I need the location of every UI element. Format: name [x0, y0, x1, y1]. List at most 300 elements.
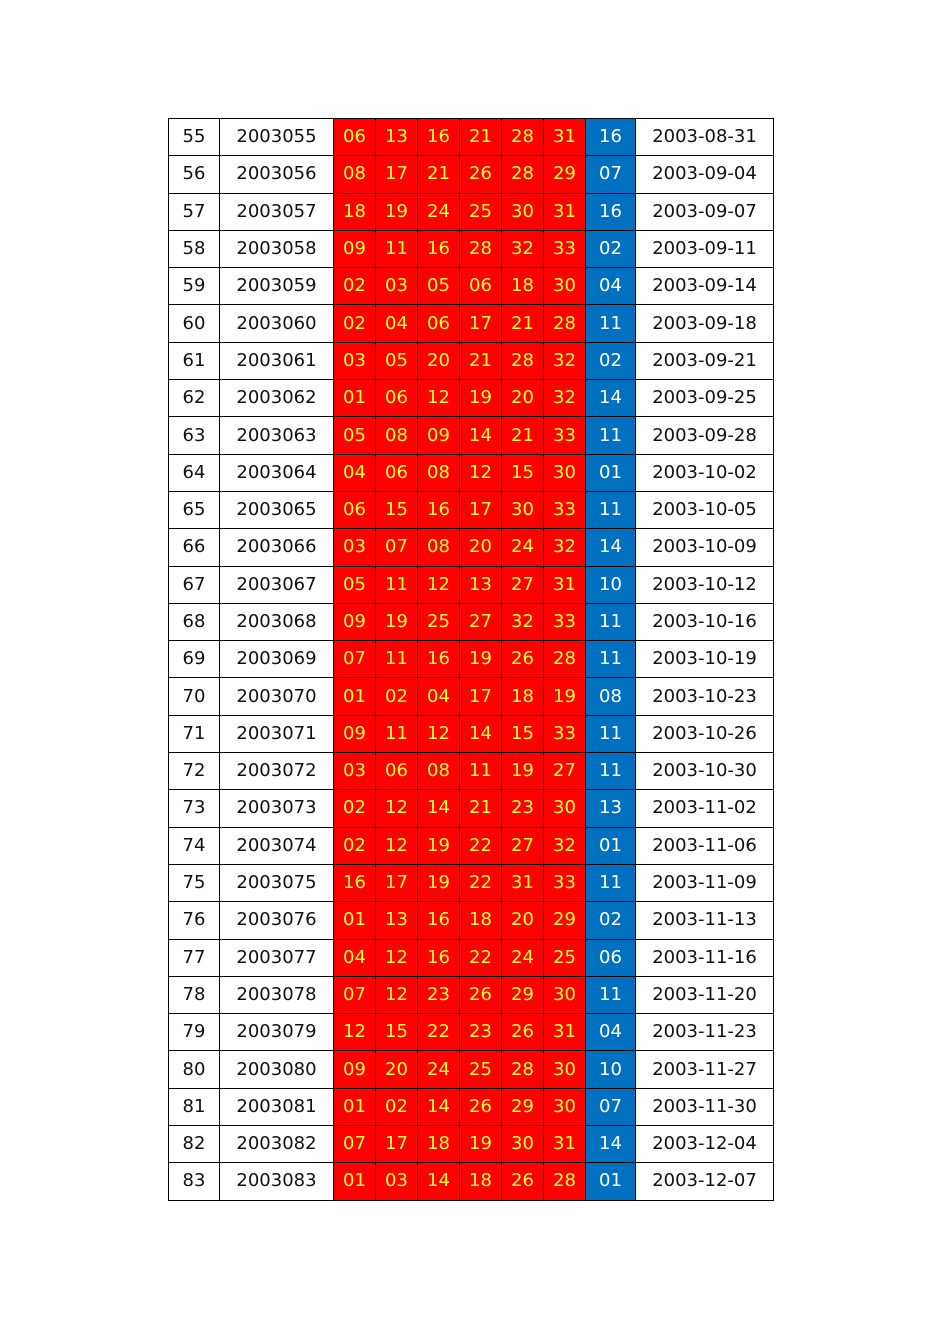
red-ball-cell: 04 — [376, 305, 418, 342]
table-row — [169, 1014, 774, 1051]
draw-date-cell: 2003-10-12 — [636, 566, 774, 603]
red-ball-cell: 06 — [376, 454, 418, 491]
red-ball-cell: 08 — [418, 529, 460, 566]
red-ball-cell: 14 — [418, 790, 460, 827]
red-ball-cell: 14 — [460, 715, 502, 752]
red-ball-cell: 02 — [334, 827, 376, 864]
red-ball-cell: 31 — [544, 566, 586, 603]
red-ball-cell: 33 — [544, 491, 586, 528]
issue-number-cell: 2003069 — [220, 641, 334, 678]
draw-date-cell: 2003-10-26 — [636, 715, 774, 752]
red-ball-cell: 11 — [376, 715, 418, 752]
draw-date-cell: 2003-09-04 — [636, 156, 774, 193]
red-ball-cell: 19 — [460, 380, 502, 417]
red-ball-cell: 06 — [376, 753, 418, 790]
blue-ball-cell: 04 — [586, 1014, 636, 1051]
red-ball-cell: 20 — [460, 529, 502, 566]
red-ball-cell: 19 — [418, 864, 460, 901]
red-ball-cell: 18 — [502, 678, 544, 715]
red-ball-cell: 16 — [334, 864, 376, 901]
red-ball-cell: 07 — [334, 1126, 376, 1163]
blue-ball-cell: 01 — [586, 827, 636, 864]
row-index-cell: 63 — [169, 417, 220, 454]
red-ball-cell: 11 — [376, 566, 418, 603]
table-row — [169, 902, 774, 939]
table-row — [169, 230, 774, 267]
red-ball-cell: 19 — [376, 603, 418, 640]
red-ball-cell: 20 — [502, 902, 544, 939]
red-ball-cell: 12 — [376, 976, 418, 1013]
red-ball-cell: 27 — [502, 566, 544, 603]
blue-ball-cell: 16 — [586, 119, 636, 156]
issue-number-cell: 2003062 — [220, 380, 334, 417]
blue-ball-cell: 13 — [586, 790, 636, 827]
draw-date-cell: 2003-11-16 — [636, 939, 774, 976]
red-ball-cell: 02 — [334, 268, 376, 305]
table-row — [169, 1163, 774, 1200]
red-ball-cell: 31 — [502, 864, 544, 901]
red-ball-cell: 02 — [334, 305, 376, 342]
red-ball-cell: 28 — [502, 119, 544, 156]
red-ball-cell: 11 — [376, 230, 418, 267]
blue-ball-cell: 04 — [586, 268, 636, 305]
red-ball-cell: 18 — [460, 902, 502, 939]
table-row — [169, 119, 774, 156]
draw-date-cell: 2003-09-07 — [636, 193, 774, 230]
red-ball-cell: 30 — [544, 1088, 586, 1125]
red-ball-cell: 23 — [502, 790, 544, 827]
table-row — [169, 641, 774, 678]
red-ball-cell: 26 — [502, 1014, 544, 1051]
red-ball-cell: 25 — [460, 1051, 502, 1088]
red-ball-cell: 28 — [502, 342, 544, 379]
table-row — [169, 193, 774, 230]
red-ball-cell: 32 — [502, 603, 544, 640]
red-ball-cell: 07 — [376, 529, 418, 566]
red-ball-cell: 19 — [460, 641, 502, 678]
blue-ball-cell: 11 — [586, 417, 636, 454]
red-ball-cell: 21 — [502, 417, 544, 454]
red-ball-cell: 09 — [334, 1051, 376, 1088]
red-ball-cell: 16 — [418, 902, 460, 939]
table-row — [169, 417, 774, 454]
blue-ball-cell: 11 — [586, 641, 636, 678]
red-ball-cell: 33 — [544, 603, 586, 640]
red-ball-cell: 04 — [334, 454, 376, 491]
blue-ball-cell: 11 — [586, 305, 636, 342]
red-ball-cell: 13 — [376, 902, 418, 939]
red-ball-cell: 02 — [376, 1088, 418, 1125]
issue-number-cell: 2003079 — [220, 1014, 334, 1051]
blue-ball-cell: 11 — [586, 753, 636, 790]
red-ball-cell: 31 — [544, 193, 586, 230]
table-row — [169, 305, 774, 342]
red-ball-cell: 22 — [460, 827, 502, 864]
row-index-cell: 76 — [169, 902, 220, 939]
row-index-cell: 66 — [169, 529, 220, 566]
red-ball-cell: 27 — [544, 753, 586, 790]
red-ball-cell: 33 — [544, 864, 586, 901]
issue-number-cell: 2003063 — [220, 417, 334, 454]
red-ball-cell: 03 — [376, 268, 418, 305]
issue-number-cell: 2003061 — [220, 342, 334, 379]
red-ball-cell: 23 — [418, 976, 460, 1013]
red-ball-cell: 06 — [376, 380, 418, 417]
red-ball-cell: 21 — [460, 790, 502, 827]
red-ball-cell: 04 — [334, 939, 376, 976]
red-ball-cell: 01 — [334, 678, 376, 715]
row-index-cell: 83 — [169, 1163, 220, 1200]
table-row — [169, 790, 774, 827]
red-ball-cell: 24 — [502, 939, 544, 976]
issue-number-cell: 2003081 — [220, 1088, 334, 1125]
red-ball-cell: 33 — [544, 417, 586, 454]
issue-number-cell: 2003066 — [220, 529, 334, 566]
draw-date-cell: 2003-10-05 — [636, 491, 774, 528]
issue-number-cell: 2003055 — [220, 119, 334, 156]
row-index-cell: 68 — [169, 603, 220, 640]
red-ball-cell: 17 — [460, 678, 502, 715]
red-ball-cell: 07 — [334, 976, 376, 1013]
red-ball-cell: 24 — [418, 193, 460, 230]
red-ball-cell: 01 — [334, 1163, 376, 1200]
row-index-cell: 64 — [169, 454, 220, 491]
red-ball-cell: 01 — [334, 902, 376, 939]
red-ball-cell: 14 — [418, 1088, 460, 1125]
red-ball-cell: 29 — [544, 156, 586, 193]
red-ball-cell: 15 — [376, 491, 418, 528]
red-ball-cell: 30 — [502, 491, 544, 528]
row-index-cell: 61 — [169, 342, 220, 379]
red-ball-cell: 31 — [544, 1014, 586, 1051]
row-index-cell: 67 — [169, 566, 220, 603]
draw-date-cell: 2003-10-30 — [636, 753, 774, 790]
red-ball-cell: 30 — [544, 454, 586, 491]
red-ball-cell: 24 — [502, 529, 544, 566]
red-ball-cell: 14 — [418, 1163, 460, 1200]
red-ball-cell: 12 — [418, 380, 460, 417]
blue-ball-cell: 02 — [586, 902, 636, 939]
blue-ball-cell: 10 — [586, 1051, 636, 1088]
red-ball-cell: 13 — [460, 566, 502, 603]
table-row — [169, 753, 774, 790]
table-row — [169, 491, 774, 528]
table-row — [169, 156, 774, 193]
red-ball-cell: 20 — [376, 1051, 418, 1088]
red-ball-cell: 27 — [460, 603, 502, 640]
red-ball-cell: 09 — [334, 715, 376, 752]
red-ball-cell: 20 — [502, 380, 544, 417]
table-row — [169, 603, 774, 640]
red-ball-cell: 08 — [334, 156, 376, 193]
row-index-cell: 73 — [169, 790, 220, 827]
table-row — [169, 454, 774, 491]
table-row — [169, 1088, 774, 1125]
red-ball-cell: 30 — [544, 976, 586, 1013]
red-ball-cell: 32 — [544, 827, 586, 864]
red-ball-cell: 05 — [334, 417, 376, 454]
issue-number-cell: 2003078 — [220, 976, 334, 1013]
table-row — [169, 976, 774, 1013]
draw-date-cell: 2003-10-09 — [636, 529, 774, 566]
row-index-cell: 71 — [169, 715, 220, 752]
red-ball-cell: 13 — [376, 119, 418, 156]
red-ball-cell: 33 — [544, 230, 586, 267]
issue-number-cell: 2003064 — [220, 454, 334, 491]
red-ball-cell: 12 — [418, 715, 460, 752]
red-ball-cell: 08 — [418, 753, 460, 790]
table-row — [169, 715, 774, 752]
red-ball-cell: 11 — [460, 753, 502, 790]
red-ball-cell: 27 — [502, 827, 544, 864]
red-ball-cell: 01 — [334, 380, 376, 417]
row-index-cell: 60 — [169, 305, 220, 342]
issue-number-cell: 2003060 — [220, 305, 334, 342]
draw-date-cell: 2003-11-27 — [636, 1051, 774, 1088]
blue-ball-cell: 14 — [586, 380, 636, 417]
red-ball-cell: 26 — [502, 641, 544, 678]
red-ball-cell: 32 — [544, 529, 586, 566]
red-ball-cell: 24 — [418, 1051, 460, 1088]
draw-date-cell: 2003-10-23 — [636, 678, 774, 715]
red-ball-cell: 30 — [544, 790, 586, 827]
row-index-cell: 81 — [169, 1088, 220, 1125]
blue-ball-cell: 11 — [586, 603, 636, 640]
blue-ball-cell: 07 — [586, 156, 636, 193]
table-row — [169, 939, 774, 976]
red-ball-cell: 21 — [418, 156, 460, 193]
red-ball-cell: 31 — [544, 1126, 586, 1163]
draw-date-cell: 2003-11-30 — [636, 1088, 774, 1125]
red-ball-cell: 07 — [334, 641, 376, 678]
red-ball-cell: 06 — [460, 268, 502, 305]
row-index-cell: 62 — [169, 380, 220, 417]
red-ball-cell: 32 — [544, 380, 586, 417]
table-row — [169, 529, 774, 566]
table-row — [169, 1051, 774, 1088]
red-ball-cell: 33 — [544, 715, 586, 752]
draw-date-cell: 2003-10-02 — [636, 454, 774, 491]
red-ball-cell: 12 — [418, 566, 460, 603]
red-ball-cell: 05 — [376, 342, 418, 379]
blue-ball-cell: 07 — [586, 1088, 636, 1125]
red-ball-cell: 21 — [502, 305, 544, 342]
red-ball-cell: 05 — [418, 268, 460, 305]
red-ball-cell: 16 — [418, 230, 460, 267]
red-ball-cell: 18 — [418, 1126, 460, 1163]
red-ball-cell: 25 — [544, 939, 586, 976]
draw-date-cell: 2003-09-21 — [636, 342, 774, 379]
draw-date-cell: 2003-11-13 — [636, 902, 774, 939]
row-index-cell: 78 — [169, 976, 220, 1013]
red-ball-cell: 06 — [334, 491, 376, 528]
red-ball-cell: 30 — [502, 193, 544, 230]
red-ball-cell: 29 — [502, 1088, 544, 1125]
issue-number-cell: 2003065 — [220, 491, 334, 528]
red-ball-cell: 26 — [460, 976, 502, 1013]
lottery-results-body — [169, 119, 774, 1201]
table-row — [169, 380, 774, 417]
red-ball-cell: 28 — [544, 305, 586, 342]
draw-date-cell: 2003-11-02 — [636, 790, 774, 827]
issue-number-cell: 2003058 — [220, 230, 334, 267]
draw-date-cell: 2003-09-14 — [636, 268, 774, 305]
red-ball-cell: 22 — [418, 1014, 460, 1051]
red-ball-cell: 32 — [544, 342, 586, 379]
red-ball-cell: 18 — [502, 268, 544, 305]
row-index-cell: 57 — [169, 193, 220, 230]
issue-number-cell: 2003072 — [220, 753, 334, 790]
row-index-cell: 72 — [169, 753, 220, 790]
red-ball-cell: 30 — [502, 1126, 544, 1163]
table-row — [169, 268, 774, 305]
red-ball-cell: 30 — [544, 268, 586, 305]
row-index-cell: 65 — [169, 491, 220, 528]
red-ball-cell: 15 — [376, 1014, 418, 1051]
blue-ball-cell: 10 — [586, 566, 636, 603]
issue-number-cell: 2003070 — [220, 678, 334, 715]
issue-number-cell: 2003080 — [220, 1051, 334, 1088]
table-row — [169, 827, 774, 864]
draw-date-cell: 2003-09-28 — [636, 417, 774, 454]
red-ball-cell: 22 — [460, 864, 502, 901]
red-ball-cell: 05 — [334, 566, 376, 603]
draw-date-cell: 2003-12-04 — [636, 1126, 774, 1163]
row-index-cell: 74 — [169, 827, 220, 864]
red-ball-cell: 17 — [376, 864, 418, 901]
red-ball-cell: 06 — [334, 119, 376, 156]
red-ball-cell: 26 — [460, 156, 502, 193]
issue-number-cell: 2003083 — [220, 1163, 334, 1200]
red-ball-cell: 04 — [418, 678, 460, 715]
red-ball-cell: 09 — [334, 230, 376, 267]
blue-ball-cell: 16 — [586, 193, 636, 230]
row-index-cell: 55 — [169, 119, 220, 156]
row-index-cell: 69 — [169, 641, 220, 678]
red-ball-cell: 17 — [460, 305, 502, 342]
row-index-cell: 82 — [169, 1126, 220, 1163]
red-ball-cell: 28 — [544, 641, 586, 678]
red-ball-cell: 03 — [334, 753, 376, 790]
red-ball-cell: 19 — [418, 827, 460, 864]
draw-date-cell: 2003-09-18 — [636, 305, 774, 342]
red-ball-cell: 12 — [334, 1014, 376, 1051]
red-ball-cell: 29 — [544, 902, 586, 939]
issue-number-cell: 2003075 — [220, 864, 334, 901]
red-ball-cell: 08 — [418, 454, 460, 491]
blue-ball-cell: 02 — [586, 230, 636, 267]
draw-date-cell: 2003-11-06 — [636, 827, 774, 864]
red-ball-cell: 09 — [418, 417, 460, 454]
red-ball-cell: 26 — [502, 1163, 544, 1200]
red-ball-cell: 17 — [376, 156, 418, 193]
blue-ball-cell: 01 — [586, 1163, 636, 1200]
red-ball-cell: 28 — [502, 1051, 544, 1088]
draw-date-cell: 2003-09-25 — [636, 380, 774, 417]
red-ball-cell: 12 — [376, 939, 418, 976]
draw-date-cell: 2003-11-09 — [636, 864, 774, 901]
red-ball-cell: 03 — [334, 529, 376, 566]
blue-ball-cell: 14 — [586, 529, 636, 566]
blue-ball-cell: 11 — [586, 715, 636, 752]
row-index-cell: 77 — [169, 939, 220, 976]
blue-ball-cell: 11 — [586, 491, 636, 528]
table-row — [169, 864, 774, 901]
draw-date-cell: 2003-08-31 — [636, 119, 774, 156]
red-ball-cell: 31 — [544, 119, 586, 156]
red-ball-cell: 02 — [376, 678, 418, 715]
issue-number-cell: 2003056 — [220, 156, 334, 193]
red-ball-cell: 19 — [376, 193, 418, 230]
red-ball-cell: 19 — [544, 678, 586, 715]
blue-ball-cell: 14 — [586, 1126, 636, 1163]
red-ball-cell: 03 — [376, 1163, 418, 1200]
draw-date-cell: 2003-09-11 — [636, 230, 774, 267]
red-ball-cell: 32 — [502, 230, 544, 267]
red-ball-cell: 12 — [376, 790, 418, 827]
row-index-cell: 56 — [169, 156, 220, 193]
blue-ball-cell: 11 — [586, 976, 636, 1013]
red-ball-cell: 11 — [376, 641, 418, 678]
blue-ball-cell: 11 — [586, 864, 636, 901]
issue-number-cell: 2003067 — [220, 566, 334, 603]
blue-ball-cell: 08 — [586, 678, 636, 715]
red-ball-cell: 30 — [544, 1051, 586, 1088]
red-ball-cell: 21 — [460, 342, 502, 379]
red-ball-cell: 16 — [418, 939, 460, 976]
issue-number-cell: 2003071 — [220, 715, 334, 752]
red-ball-cell: 25 — [418, 603, 460, 640]
issue-number-cell: 2003076 — [220, 902, 334, 939]
red-ball-cell: 22 — [460, 939, 502, 976]
red-ball-cell: 23 — [460, 1014, 502, 1051]
red-ball-cell: 19 — [460, 1126, 502, 1163]
issue-number-cell: 2003082 — [220, 1126, 334, 1163]
row-index-cell: 59 — [169, 268, 220, 305]
red-ball-cell: 08 — [376, 417, 418, 454]
red-ball-cell: 17 — [376, 1126, 418, 1163]
draw-date-cell: 2003-10-19 — [636, 641, 774, 678]
draw-date-cell: 2003-11-20 — [636, 976, 774, 1013]
table-row — [169, 566, 774, 603]
row-index-cell: 70 — [169, 678, 220, 715]
table-row — [169, 1126, 774, 1163]
lottery-results-table — [168, 118, 774, 1201]
red-ball-cell: 14 — [460, 417, 502, 454]
issue-number-cell: 2003077 — [220, 939, 334, 976]
red-ball-cell: 02 — [334, 790, 376, 827]
red-ball-cell: 20 — [418, 342, 460, 379]
table-row — [169, 342, 774, 379]
issue-number-cell: 2003059 — [220, 268, 334, 305]
red-ball-cell: 25 — [460, 193, 502, 230]
red-ball-cell: 16 — [418, 641, 460, 678]
draw-date-cell: 2003-12-07 — [636, 1163, 774, 1200]
red-ball-cell: 19 — [502, 753, 544, 790]
table-row — [169, 678, 774, 715]
red-ball-cell: 12 — [460, 454, 502, 491]
row-index-cell: 79 — [169, 1014, 220, 1051]
red-ball-cell: 15 — [502, 454, 544, 491]
red-ball-cell: 29 — [502, 976, 544, 1013]
row-index-cell: 80 — [169, 1051, 220, 1088]
row-index-cell: 58 — [169, 230, 220, 267]
blue-ball-cell: 02 — [586, 342, 636, 379]
red-ball-cell: 12 — [376, 827, 418, 864]
issue-number-cell: 2003068 — [220, 603, 334, 640]
row-index-cell: 75 — [169, 864, 220, 901]
blue-ball-cell: 06 — [586, 939, 636, 976]
